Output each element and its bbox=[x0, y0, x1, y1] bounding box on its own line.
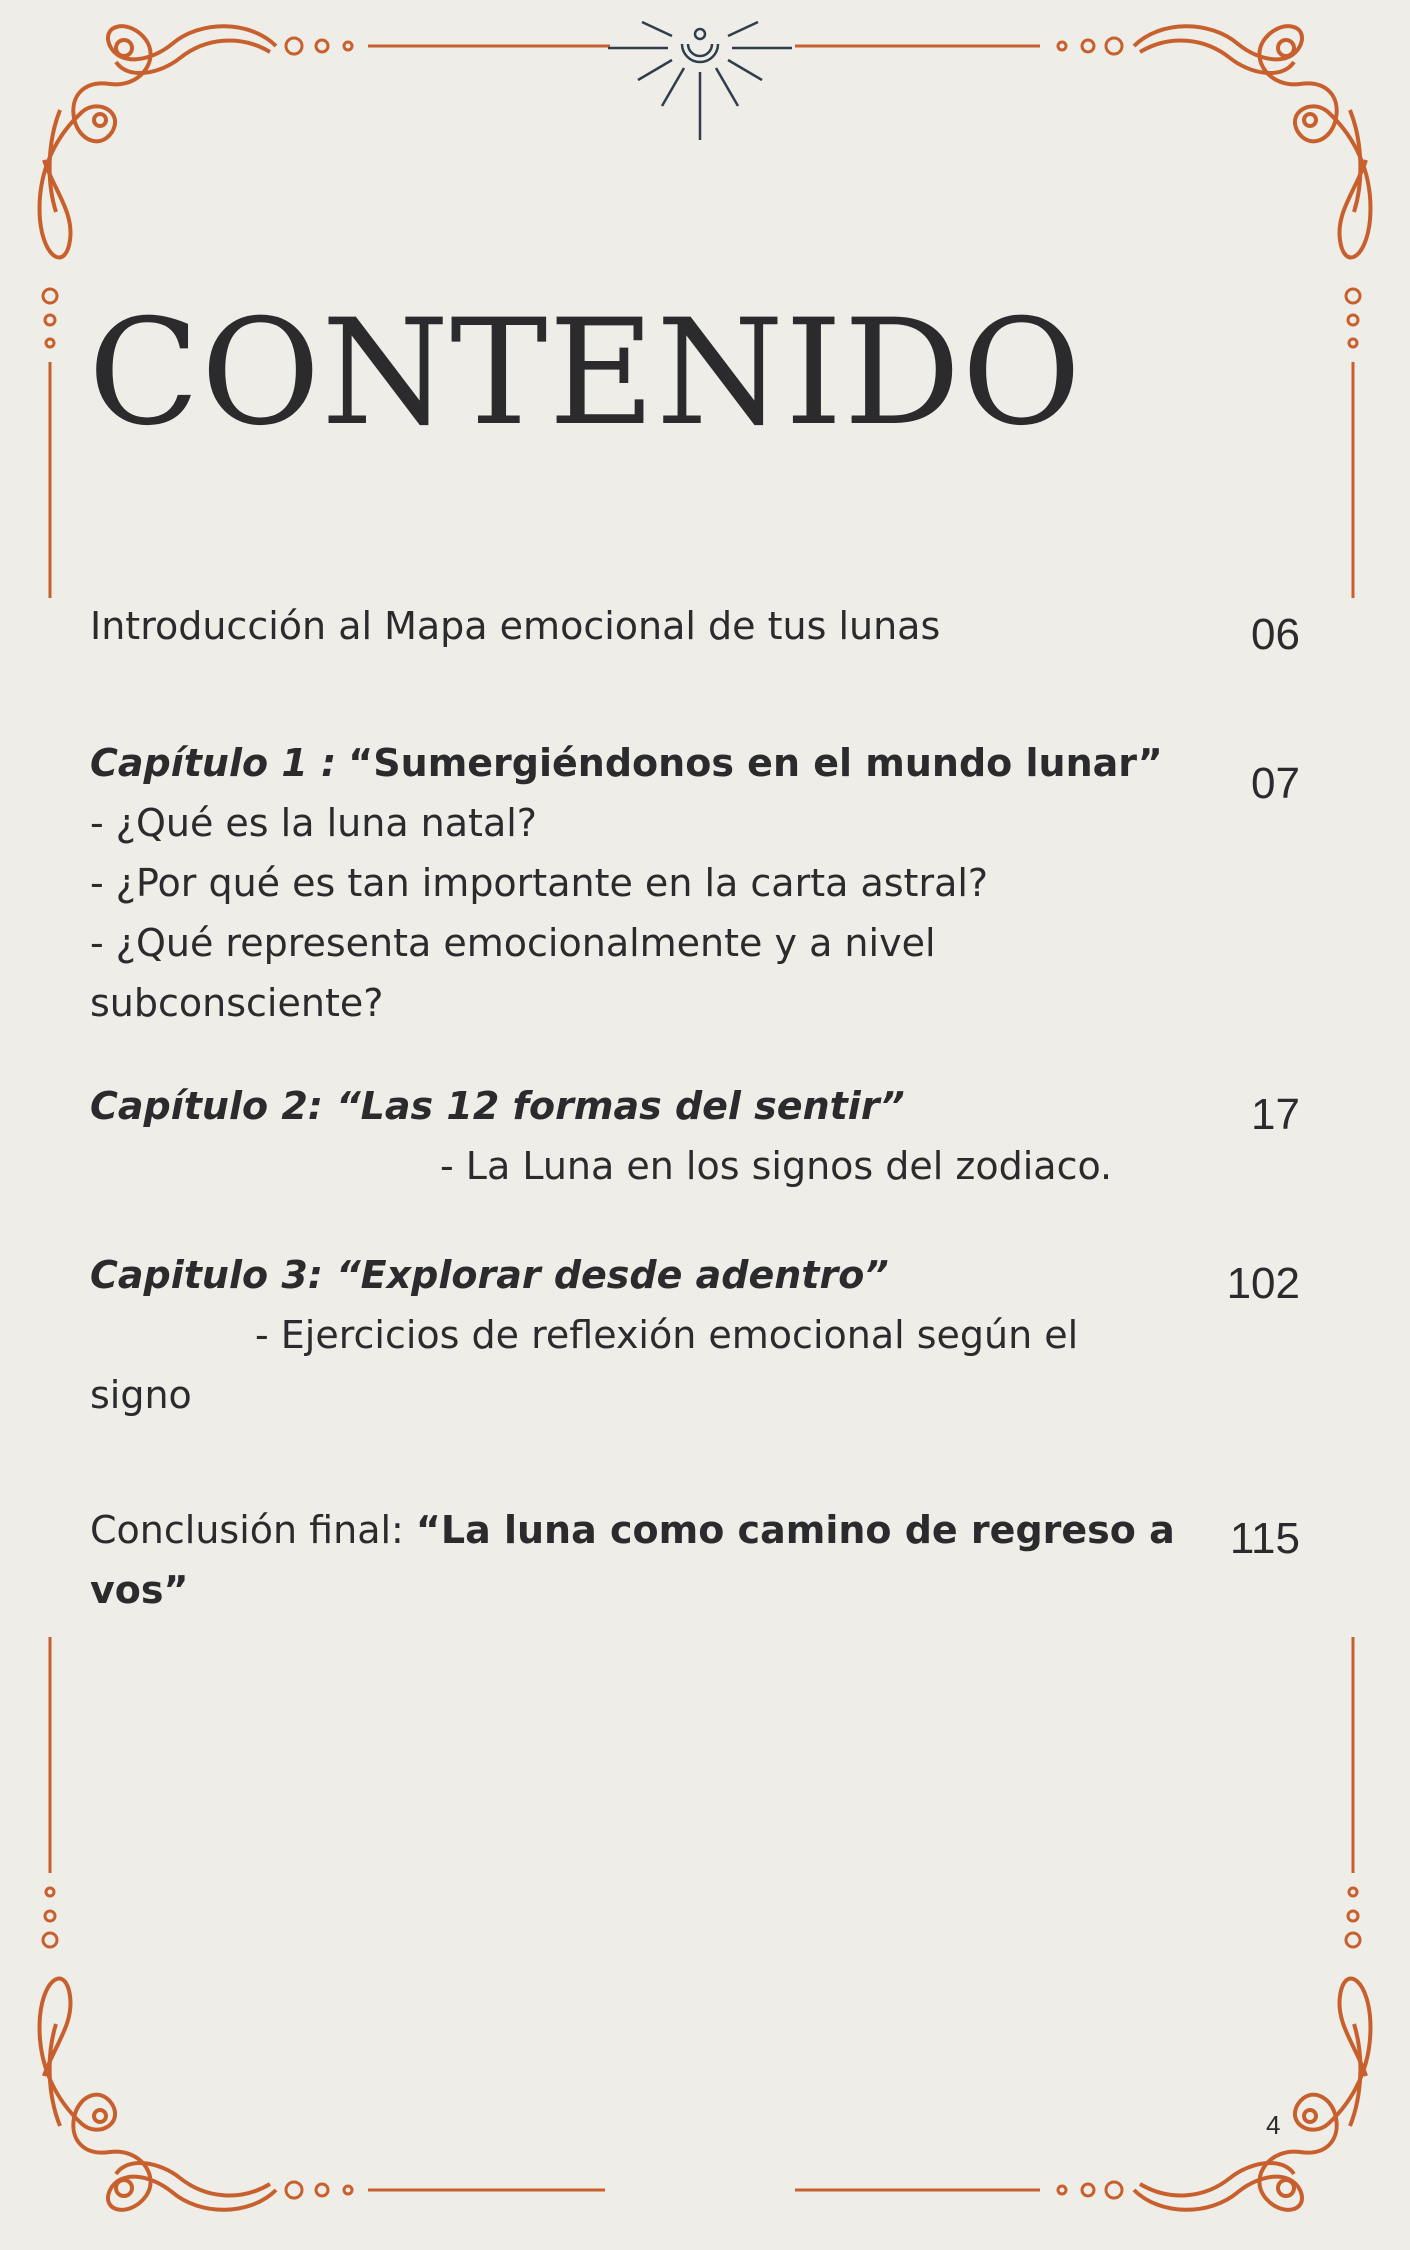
page-title: CONTENIDO bbox=[88, 288, 1083, 458]
toc-entry-title: Capitulo 3: “Explorar desde adentro” bbox=[90, 1253, 889, 1297]
chapter-label: Capítulo 1 : bbox=[90, 741, 337, 785]
toc-entry-title: Introducción al Mapa emocional de tus lunas bbox=[90, 604, 941, 648]
toc-entry-intro[interactable] bbox=[90, 596, 1300, 659]
toc-page-number: 115 bbox=[1229, 1514, 1300, 1563]
toc-page-number: 102 bbox=[1226, 1259, 1300, 1308]
toc-page-number: 06 bbox=[1251, 610, 1300, 659]
conclusion-prefix: Conclusión final: bbox=[90, 1508, 416, 1552]
toc-page-number: 07 bbox=[1251, 759, 1300, 808]
conclusion-title: “La luna como camino de regreso a vos” bbox=[90, 1508, 1175, 1612]
toc-entry-title bbox=[90, 733, 1170, 793]
toc-page-number: 17 bbox=[1251, 1090, 1300, 1139]
toc-entry-chapter-3[interactable] bbox=[90, 1245, 1300, 1425]
page-number: 4 bbox=[1266, 2110, 1281, 2140]
toc-entry-conclusion[interactable] bbox=[90, 1500, 1300, 1620]
toc-entry-title: Capítulo 2: “Las 12 formas del sentir” bbox=[90, 1084, 905, 1128]
toc-subitem: - ¿Por qué es tan importante en la carta astral? bbox=[90, 861, 989, 905]
toc-subitem: - La Luna en los signos del zodiaco. bbox=[440, 1144, 1113, 1188]
chapter-title: “Sumergiéndonos en el mundo lunar” bbox=[348, 741, 1163, 785]
sun-moon-emblem-icon bbox=[608, 22, 792, 140]
toc-subitem: - Ejercicios de reflexión emocional según el signo bbox=[90, 1313, 1079, 1417]
corner-flourish-icon bbox=[40, 26, 276, 257]
toc-entry-title bbox=[90, 1500, 1180, 1620]
toc-subitem: - ¿Qué representa emocionalmente y a nivel subconsciente? bbox=[90, 921, 936, 1025]
toc-subitem: - ¿Qué es la luna natal? bbox=[90, 801, 537, 845]
toc-entry-chapter-1[interactable] bbox=[90, 733, 1300, 1033]
toc-entry-chapter-2[interactable] bbox=[90, 1076, 1300, 1196]
